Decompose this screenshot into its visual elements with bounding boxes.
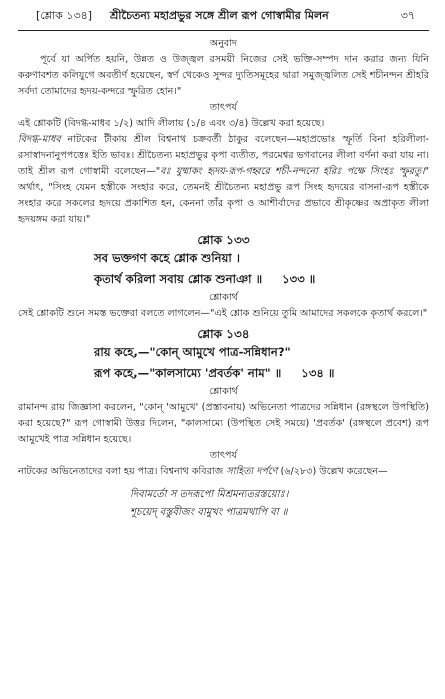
- translation-text: পূর্বে যা অর্পিত হয়নি, উন্নত ও উজ্জ্বল রসময়ী নিজের সেই ভক্তি-সম্পদ দান করার জন্য যিনি করুণাবশত কলিযুগে অবতীর্ণ হয়েছেন, স্বর্ণ থেকেও সুন্দর দ্যুতিসমূহের দ্বারা সমুজ্জ্বলিত সেই শচীনন্দন শ্রীহরি সর্বদা তোমাদের হৃদয়-কন্দরে স্ফুরিত হোন।": [18, 54, 429, 97]
- translation-heading: অনুবাদ: [209, 38, 238, 49]
- purport-2-book-title: সাহিত্য দর্পণে: [226, 466, 278, 477]
- verse-133-number: ১৩৩ ॥: [282, 272, 316, 286]
- gloss-133-heading: শ্লোকার্থ: [209, 292, 238, 303]
- verse-134-line-2-text: রূপ কহে,—"কালসাম্যে 'প্রবর্তক' নাম" ॥: [94, 366, 282, 380]
- page-number: ৩৭: [400, 9, 415, 22]
- verse-133-line-2-text: কৃতার্থ করিলা সবায় শ্লোক শুনাঞা ॥: [94, 272, 263, 286]
- header-title: শ্রীচৈতন্য মহাপ্রভুর সঙ্গে শ্রীল রূপ গোস্বামীর মিলন: [110, 9, 329, 22]
- purport-2-text: [18, 464, 429, 480]
- verse-133-line-1: সব ভক্তগণ কহে শ্লোক শুনিয়া ।: [94, 251, 240, 265]
- verse-134-line-1: রায় কহে,—"কোন্ আমুখে পাত্র-সন্নিধান?": [94, 345, 291, 359]
- purport-2-text-a: নাটকের অভিনেতাদের বলা হয় পাত্র। বিশ্বনাথ কবিরাজ: [18, 466, 227, 477]
- purport-paragraph-2: [18, 132, 429, 228]
- gloss-134-text: রামানন্দ রায় জিজ্ঞাসা করলেন, "কোন্ 'আমুখে' (প্রস্তাবনায়) অভিনেতা পাত্রদের সন্নিধান (রঙ্গস্থলে উপস্থিতি) করা হয়েছে?" রূপ গোস্বামী উত্তর দিলেন, "কালসাম্যে (উপস্থিত সেই সময়ে) 'প্রবর্তক' (রঙ্গস্থলে প্রবেশ) রূপ আমুখেই পাত্র সন্নিধান হয়েছে।: [18, 402, 429, 445]
- verse-134-heading: শ্লোক ১৩৪: [197, 327, 250, 341]
- verse-133-line-2: [18, 269, 429, 290]
- purport-2-text-b: (৬/২৮৩) উল্লেখ করেছেন—: [277, 466, 388, 477]
- gloss-133-text: সেই শ্লোকটি শুনে সমস্ত ভক্তেরা বলতে লাগলেন—"এই শ্লোক শুনিয়ে তুমি আমাদের সকলকে কৃতার্থ করলে।": [18, 308, 428, 319]
- sanskrit-quote-line-2: শূচয়েদ্ বস্তুবীজং বামুখং পাত্রমথাপি বা ॥: [130, 507, 288, 518]
- purport-text-b: অর্থাৎ, "সিংহ যেমন হস্তীকে সংহার করে, তেমনই শ্রীচৈতন্য মহাপ্রভু রূপ সিংহ হৃদয়ের বাসনা-রূপ হস্তীকে সংহার করে সকলের হৃদয়ে প্রকাশিত হন, কেননা তাঁর কৃপা ও আশীর্বাদের প্রভাবে শ্রীকৃষ্ণের অপ্রাকৃত লীলা হৃদয়ঙ্গম করা যায়।": [18, 182, 429, 225]
- verse-134-line-2: [18, 363, 429, 384]
- header-rule: [18, 30, 429, 31]
- page-header: [18, 0, 431, 32]
- verse-133-heading: শ্লোক ১৩৩: [197, 233, 250, 247]
- purport-heading: তাৎপর্য: [209, 102, 238, 113]
- sanskrit-quote: "বঃ যুষ্মাকং হৃদয়-রূপ-গহ্বরে শচী-নন্দনো হরিঃ পক্ষে সিংহঃ স্ফুরতু।": [155, 166, 429, 177]
- page-body: [18, 36, 429, 522]
- purport-text-a: নাটকের টীকায় শ্রীল বিশ্বনাথ চক্রবর্তী ঠাকুর বলেছেন—মহাপ্রভোঃ স্ফূর্তি বিনা হরিলীলা-রসাস্বাদনানুপপত্তেঃ ইতি ভাবঃ। শ্রীচৈতন্য মহাপ্রভুর কৃপা ব্যতীত, পরমেশ্বর ভগবানের লীলা বর্ণনা করা যায় না। তাই শ্রীল রূপ গোস্বামী বলেছেন—: [18, 134, 429, 177]
- verse-134-number: ১৩৪ ॥: [301, 366, 335, 380]
- gloss-134-heading: শ্লোকার্থ: [209, 386, 238, 397]
- purport-2-heading: তাৎপর্য: [209, 450, 238, 461]
- sanskrit-quote-line-1: দিবামর্তো স তদরূপো মিশ্রমন্যতরস্তয়োঃ।: [130, 489, 289, 500]
- book-title: বিদগ্ধ-মাধব: [18, 134, 61, 145]
- purport-paragraph-1: এই শ্লোকটি (বিদগ্ধ-মাধব ১/২) আদি লীলায় (১/৪ এবং ৩/৪) উল্লেখ করা হয়েছে।: [18, 118, 325, 129]
- header-verse-ref: [শ্লোক ১৩৪]: [36, 9, 93, 22]
